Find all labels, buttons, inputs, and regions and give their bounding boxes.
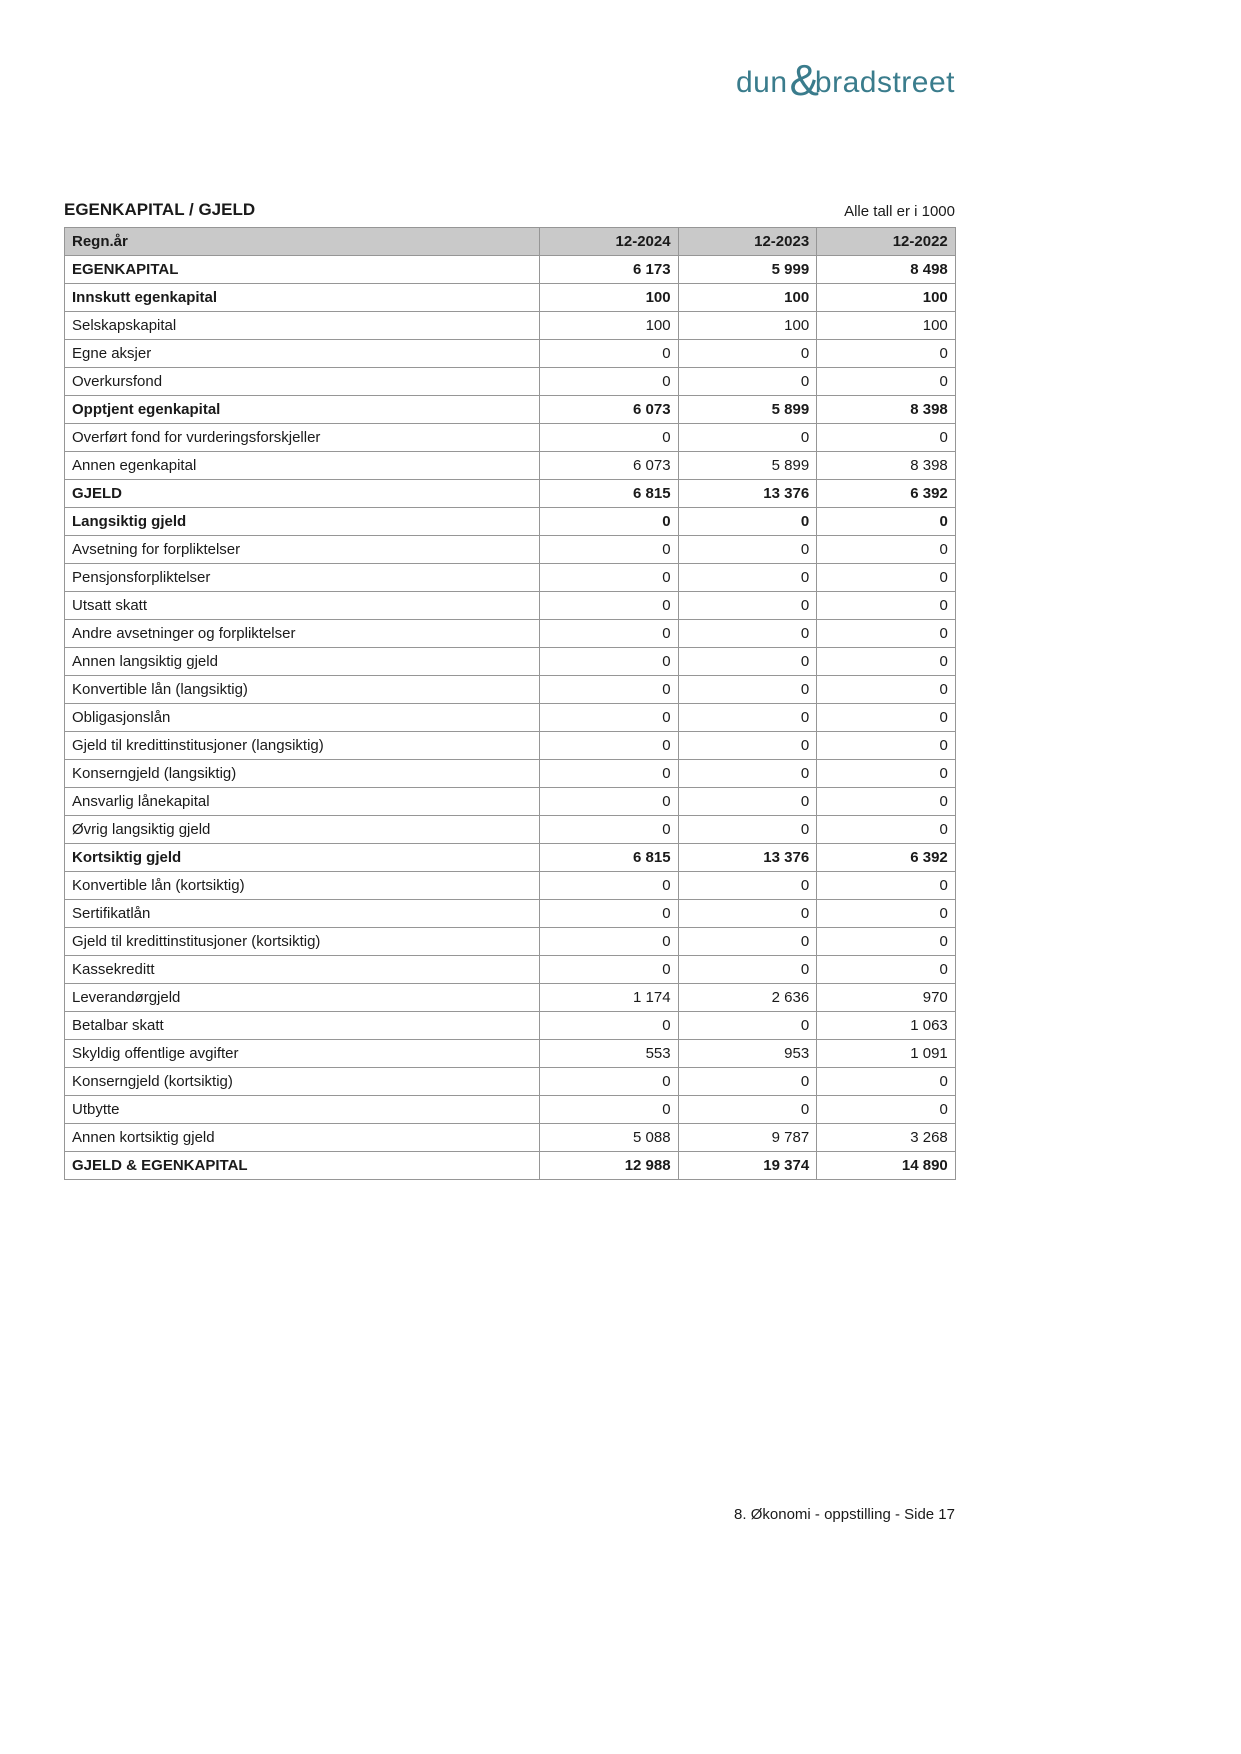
row-label: Sertifikatlån: [65, 900, 540, 928]
row-value: 0: [817, 592, 956, 620]
row-value: 6 073: [540, 452, 679, 480]
row-value: 3 268: [817, 1124, 956, 1152]
row-value: 0: [540, 788, 679, 816]
row-label: Utsatt skatt: [65, 592, 540, 620]
balance-table-body: [65, 256, 956, 1180]
page-title: EGENKAPITAL / GJELD: [64, 200, 256, 219]
row-label: Annen kortsiktig gjeld: [65, 1124, 540, 1152]
table-row: [65, 312, 956, 340]
table-row: [65, 536, 956, 564]
row-label: EGENKAPITAL: [65, 256, 540, 284]
row-value: 0: [678, 536, 817, 564]
row-value: 0: [540, 1068, 679, 1096]
row-value: 0: [540, 928, 679, 956]
row-value: 0: [540, 760, 679, 788]
logo-text-dun: dun: [736, 66, 788, 99]
table-row: [65, 284, 956, 312]
row-value: 0: [540, 732, 679, 760]
row-value: 970: [817, 984, 956, 1012]
row-value: 2 636: [678, 984, 817, 1012]
row-value: 5 899: [678, 452, 817, 480]
row-label: GJELD: [65, 480, 540, 508]
row-label: Gjeld til kredittinstitusjoner (kortsiktig): [65, 928, 540, 956]
row-value: 0: [817, 676, 956, 704]
row-value: 6 815: [540, 844, 679, 872]
row-value: 0: [678, 956, 817, 984]
row-label: Overført fond for vurderingsforskjeller: [65, 424, 540, 452]
logo-text-bradstreet: bradstreet: [814, 66, 955, 99]
row-label: Utbytte: [65, 1096, 540, 1124]
row-value: 6 815: [540, 480, 679, 508]
row-value: 0: [678, 760, 817, 788]
row-value: 100: [817, 284, 956, 312]
table-row: [65, 424, 956, 452]
column-header-year-2024: 12-2024: [540, 228, 679, 256]
table-row: [65, 928, 956, 956]
table-row: [65, 452, 956, 480]
row-label: Andre avsetninger og forpliktelser: [65, 620, 540, 648]
table-row: [65, 648, 956, 676]
table-row: [65, 1040, 956, 1068]
table-row: [65, 844, 956, 872]
row-value: 0: [817, 648, 956, 676]
row-value: 5 999: [678, 256, 817, 284]
row-label: Øvrig langsiktig gjeld: [65, 816, 540, 844]
table-row: [65, 1096, 956, 1124]
row-value: 9 787: [678, 1124, 817, 1152]
row-value: 0: [540, 816, 679, 844]
row-value: 0: [540, 564, 679, 592]
row-value: 0: [540, 536, 679, 564]
table-row: [65, 676, 956, 704]
row-value: 0: [817, 704, 956, 732]
row-value: 0: [678, 872, 817, 900]
report-content: [64, 200, 955, 1180]
table-row: [65, 760, 956, 788]
row-value: 0: [817, 1096, 956, 1124]
row-value: 0: [540, 676, 679, 704]
table-row: [65, 1124, 956, 1152]
row-label: Kortsiktig gjeld: [65, 844, 540, 872]
table-row: [65, 592, 956, 620]
row-value: 6 392: [817, 480, 956, 508]
table-row: [65, 816, 956, 844]
row-value: 0: [540, 368, 679, 396]
row-value: 0: [678, 592, 817, 620]
row-value: 8 398: [817, 452, 956, 480]
row-value: 13 376: [678, 480, 817, 508]
row-value: 0: [540, 340, 679, 368]
row-value: 0: [678, 788, 817, 816]
row-label: Kassekreditt: [65, 956, 540, 984]
row-value: 0: [817, 564, 956, 592]
row-value: 0: [817, 1068, 956, 1096]
row-value: 0: [817, 508, 956, 536]
row-value: 13 376: [678, 844, 817, 872]
row-value: 14 890: [817, 1152, 956, 1180]
table-row: [65, 1068, 956, 1096]
row-value: 0: [678, 676, 817, 704]
row-label: Konserngjeld (langsiktig): [65, 760, 540, 788]
table-row: [65, 620, 956, 648]
row-value: 0: [817, 368, 956, 396]
row-label: Konvertible lån (langsiktig): [65, 676, 540, 704]
table-row: [65, 480, 956, 508]
row-value: 12 988: [540, 1152, 679, 1180]
row-value: 0: [817, 956, 956, 984]
row-value: 0: [678, 1096, 817, 1124]
table-row: [65, 564, 956, 592]
row-value: 0: [540, 704, 679, 732]
row-label: Opptjent egenkapital: [65, 396, 540, 424]
row-value: 1 091: [817, 1040, 956, 1068]
row-value: 0: [678, 368, 817, 396]
row-label: Egne aksjer: [65, 340, 540, 368]
row-value: 0: [817, 732, 956, 760]
row-label: Ansvarlig lånekapital: [65, 788, 540, 816]
row-label: GJELD & EGENKAPITAL: [65, 1152, 540, 1180]
row-value: 0: [817, 928, 956, 956]
table-row: [65, 732, 956, 760]
title-bar: [64, 200, 955, 220]
row-value: 0: [678, 648, 817, 676]
row-value: 6 173: [540, 256, 679, 284]
row-value: 1 174: [540, 984, 679, 1012]
row-value: 0: [540, 648, 679, 676]
column-header-year-2022: 12-2022: [817, 228, 956, 256]
row-label: Leverandørgjeld: [65, 984, 540, 1012]
row-value: 6 392: [817, 844, 956, 872]
table-row: [65, 788, 956, 816]
row-value: 0: [678, 564, 817, 592]
row-value: 19 374: [678, 1152, 817, 1180]
row-value: 100: [817, 312, 956, 340]
row-label: Annen langsiktig gjeld: [65, 648, 540, 676]
row-value: 0: [540, 900, 679, 928]
row-value: 0: [817, 872, 956, 900]
table-row: [65, 340, 956, 368]
row-value: 8 498: [817, 256, 956, 284]
row-value: 5 899: [678, 396, 817, 424]
table-row: [65, 508, 956, 536]
row-label: Annen egenkapital: [65, 452, 540, 480]
row-value: 100: [678, 284, 817, 312]
row-value: 6 073: [540, 396, 679, 424]
row-value: 1 063: [817, 1012, 956, 1040]
row-value: 0: [817, 340, 956, 368]
table-row: [65, 1152, 956, 1180]
row-label: Gjeld til kredittinstitusjoner (langsiktig): [65, 732, 540, 760]
row-value: 0: [678, 620, 817, 648]
row-value: 0: [540, 620, 679, 648]
row-value: 0: [540, 508, 679, 536]
row-value: 0: [678, 1068, 817, 1096]
table-row: [65, 984, 956, 1012]
row-value: 0: [678, 424, 817, 452]
table-row: [65, 872, 956, 900]
row-value: 5 088: [540, 1124, 679, 1152]
row-value: 0: [817, 788, 956, 816]
row-value: 0: [678, 928, 817, 956]
row-label: Innskutt egenkapital: [65, 284, 540, 312]
table-row: [65, 396, 956, 424]
row-value: 0: [817, 816, 956, 844]
row-value: 0: [678, 704, 817, 732]
page-footer: 8. Økonomi - oppstilling - Side 17: [734, 1506, 955, 1523]
row-value: 0: [817, 900, 956, 928]
table-header-row: [65, 228, 956, 256]
row-value: 0: [540, 1096, 679, 1124]
column-header-label: Regn.år: [65, 228, 540, 256]
row-value: 0: [678, 816, 817, 844]
row-value: 0: [540, 872, 679, 900]
table-row: [65, 704, 956, 732]
row-value: 0: [540, 956, 679, 984]
row-value: 0: [678, 340, 817, 368]
table-row: [65, 956, 956, 984]
table-head: [65, 228, 956, 256]
row-value: 0: [540, 592, 679, 620]
row-label: Selskapskapital: [65, 312, 540, 340]
row-value: 0: [817, 760, 956, 788]
row-value: 553: [540, 1040, 679, 1068]
table-row: [65, 256, 956, 284]
row-value: 100: [540, 312, 679, 340]
row-value: 0: [678, 732, 817, 760]
row-label: Betalbar skatt: [65, 1012, 540, 1040]
dun-bradstreet-logo: dun & bradstreet: [736, 56, 955, 105]
units-note: Alle tall er i 1000: [844, 203, 955, 220]
row-value: 0: [817, 536, 956, 564]
row-label: Overkursfond: [65, 368, 540, 396]
row-label: Langsiktig gjeld: [65, 508, 540, 536]
row-value: 0: [678, 508, 817, 536]
row-value: 0: [540, 1012, 679, 1040]
row-value: 0: [540, 424, 679, 452]
table-row: [65, 900, 956, 928]
row-value: 100: [678, 312, 817, 340]
column-header-year-2023: 12-2023: [678, 228, 817, 256]
row-value: 0: [678, 900, 817, 928]
row-value: 0: [817, 620, 956, 648]
row-label: Konvertible lån (kortsiktig): [65, 872, 540, 900]
row-label: Skyldig offentlige avgifter: [65, 1040, 540, 1068]
table-row: [65, 368, 956, 396]
row-value: 953: [678, 1040, 817, 1068]
row-label: Obligasjonslån: [65, 704, 540, 732]
table-row: [65, 1012, 956, 1040]
row-label: Avsetning for forpliktelser: [65, 536, 540, 564]
balance-sheet-table: [64, 227, 956, 1180]
row-value: 0: [678, 1012, 817, 1040]
row-label: Pensjonsforpliktelser: [65, 564, 540, 592]
row-value: 100: [540, 284, 679, 312]
row-label: Konserngjeld (kortsiktig): [65, 1068, 540, 1096]
row-value: 0: [817, 424, 956, 452]
row-value: 8 398: [817, 396, 956, 424]
